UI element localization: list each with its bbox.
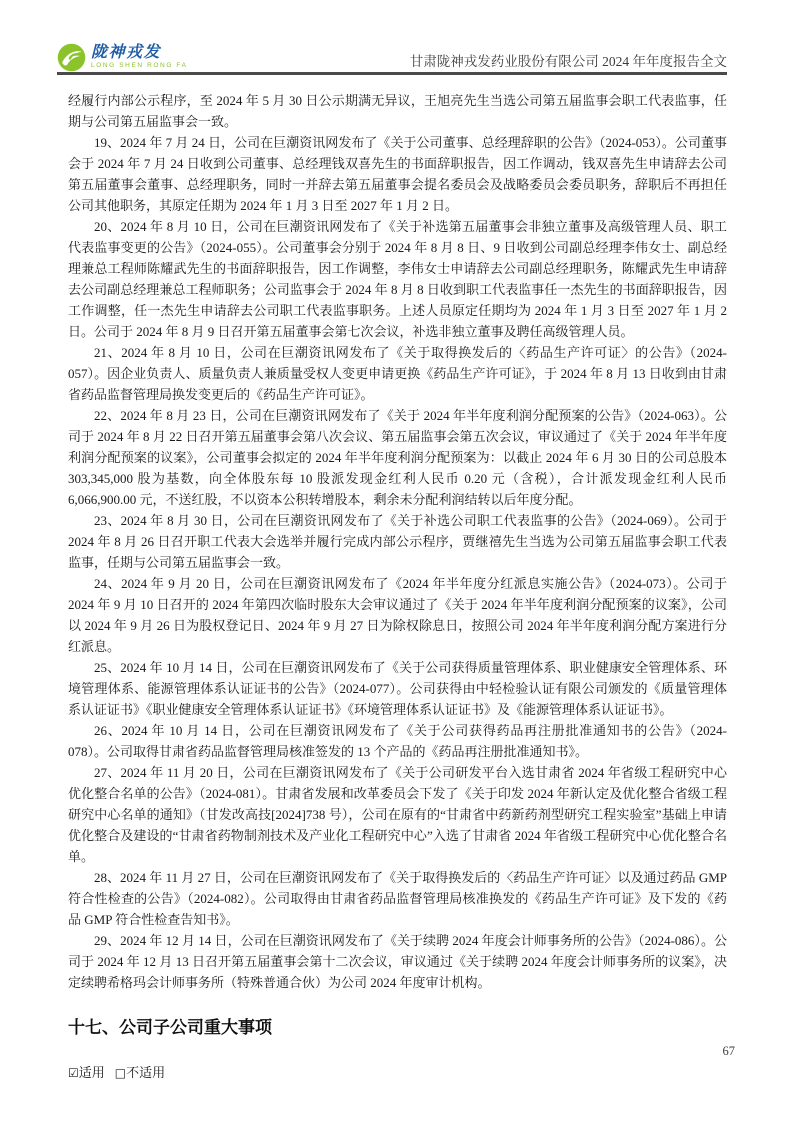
section-heading: 十七、公司子公司重大事项 (68, 1018, 272, 1037)
logo-icon (57, 43, 86, 72)
paragraph: 24、2024 年 9 月 20 日，公司在巨潮资讯网发布了《2024 年半年度分红派息实施公告》（2024-073）。公司于 2024 年 9 月 10 日召开的 2024 年第四次临时股东大会审议通过了《关于 2024 年半年度利润分配预案的议案》，公司以 2024 年 9 月 26 日为股权登记日、2024 年 9 月 27 日为除权除息日，按照公司 2024 年半年度利润分配方案进行分红派息。 (68, 576, 727, 654)
company-logo (57, 43, 188, 72)
logo-wordmark (91, 45, 188, 70)
paragraph: 25、2024 年 10 月 14 日，公司在巨潮资讯网发布了《关于公司获得质量管理体系、职业健康安全管理体系、环境管理体系、能源管理体系认证证书的公告》（2024-077）。公司获得由中轻检验认证有限公司颁发的《质量管理体系认证证书》《职业健康安全管理体系认证证书》《环境管理体系认证证书》及《能源管理体系认证证书》。 (68, 660, 727, 717)
paragraph: 22、2024 年 8 月 23 日，公司在巨潮资讯网发布了《关于 2024 年半年度利润分配预案的公告》（2024-063）。公司于 2024 年 8 月 22 日召开第五届董事会第八次会议、第五届监事会第五次会议，审议通过了《关于 2024 年半年度利润分配预案的议案》，公司董事会拟定的 2024 年半年度利润分配预案为：以截止 2024 年 6 月 30 日的公司总股本 303,345,000 股为基数，向全体股东每 10 股派发现金红利人民币 0.20 元（含税），合计派发现金红利人民币 6,066,900.00 元，不送红股，不以资本公积转增股本，剩余未分配利润结转以后年度分配。 (68, 408, 727, 507)
applicability-line (68, 1063, 727, 1083)
paragraph: 29、2024 年 12 月 14 日，公司在巨潮资讯网发布了《关于续聘 2024 年度会计师事务所的公告》（2024-086）。公司于 2024 年 12 月 13 日召开第五届董事会第十二次会议，审议通过《关于续聘 2024 年度会计师事务所的议案》，决定续聘希格玛会计师事务所（特殊普通合伙）为公司 2024 年度审计机构。 (68, 933, 727, 990)
not-applicable-label: 不适用 (126, 1065, 166, 1080)
paragraph: 21、2024 年 8 月 10 日，公司在巨潮资讯网发布了《关于取得换发后的〈药品生产许可证〉的公告》（2024-057）。因企业负责人、质量负责人兼质量受权人变更申请更换《药品生产许可证》，于 2024 年 8 月 13 日收到由甘肃省药品监督管理局换发变更后的《药品生产许可证》。 (68, 345, 727, 402)
paragraph: 经履行内部公示程序，至 2024 年 5 月 30 日公示期满无异议，王旭亮先生当选公司第五届监事会职工代表监事，任期与公司第五届监事会一致。 (68, 93, 727, 129)
paragraph: 26、2024 年 10 月 14 日，公司在巨潮资讯网发布了《关于公司获得药品再注册批准通知书的公告》（2024-078）。公司取得甘肃省药品监督管理局核准签发的 13 个产品的《药品再注册批准通知书》。 (68, 723, 727, 759)
paragraph: 20、2024 年 8 月 10 日，公司在巨潮资讯网发布了《关于补选第五届董事会非独立董事及高级管理人员、职工代表监事变更的公告》（2024-055）。公司董事会分别于 2024 年 8 月 8 日、9 日收到公司副总经理李伟女士、副总经理兼总工程师陈耀武先生的书面辞职报告，因工作调整，李伟女士申请辞去公司副总经理职务，陈耀武先生申请辞去公司副总经理兼总工程师职务；公司监事会于 2024 年 8 月 8 日收到职工代表监事任一杰先生的书面辞职报告，因工作调整，任一杰先生申请辞去公司职工代表监事职务。上述人员原定任期均为 2024 年 1 月 3 日至 2027 年 1 月 2 日。公司于 2024 年 8 月 9 日召开第五届董事会第七次会议，补选非独立董事及聘任高级管理人员。 (68, 219, 727, 339)
paragraph: 23、2024 年 8 月 30 日，公司在巨潮资讯网发布了《关于补选公司职工代表监事的公告》（2024-069）。公司于 2024 年 8 月 26 日召开职工代表大会选举并履行完成内部公示程序，贾继禧先生当选为公司第五届监事会职工代表监事，任期与公司第五届监事会一致。 (68, 513, 727, 570)
logo-company-name-pinyin: LONG SHEN RONG FA (91, 62, 188, 70)
applicable-checkbox-icon: ☑ (68, 1066, 79, 1080)
paragraph: 19、2024 年 7 月 24 日，公司在巨潮资讯网发布了《关于公司董事、总经理辞职的公告》（2024-053）。公司董事会于 2024 年 7 月 24 日收到公司董事、总经理钱双喜先生的书面辞职报告，因工作调动，钱双喜先生申请辞去公司第五届董事会董事、总经理职务，同时一并辞去第五届董事会提名委员会及战略委员会委员职务，辞职后不再担任公司其他职务，其原定任期为 2024 年 1 月 3 日至 2027 年 1 月 2 日。 (68, 135, 727, 213)
paragraph: 28、2024 年 11 月 27 日，公司在巨潮资讯网发布了《关于取得换发后的〈药品生产许可证〉以及通过药品 GMP 符合性检查的公告》（2024-082）。公司取得由甘肃省药品监督管理局核准换发的《药品生产许可证》及下发的《药品 GMP 符合性检查告知书》。 (68, 870, 727, 927)
logo-company-name: 陇神戎发 (91, 44, 162, 62)
document-body (68, 90, 727, 1083)
not-applicable-checkbox-icon: □ (114, 1066, 127, 1080)
applicable-label: 适用 (78, 1065, 105, 1080)
header-divider (57, 72, 727, 75)
page-header (57, 40, 727, 72)
paragraph: 27、2024 年 11 月 20 日，公司在巨潮资讯网发布了《关于公司研发平台入选甘肃省 2024 年省级工程研究中心优化整合名单的公告》（2024-081）。甘肃省发展和改革委员会下发了《关于印发 2024 年新认定及优化整合省级工程研究中心名单的通知》（甘发改高技[2024]738 号），公司在原有的“甘肃省中药新药剂型研究工程实验室”基础上申请优化整合及建设的“甘肃省药物制剂技术及产业化工程研究中心”入选了甘肃省 2024 年省级工程研究中心优化整合名单。 (68, 765, 727, 864)
page-number: 67 (722, 1044, 735, 1058)
report-title: 甘肃陇神戎发药业股份有限公司 2024 年年度报告全文 (409, 54, 727, 69)
